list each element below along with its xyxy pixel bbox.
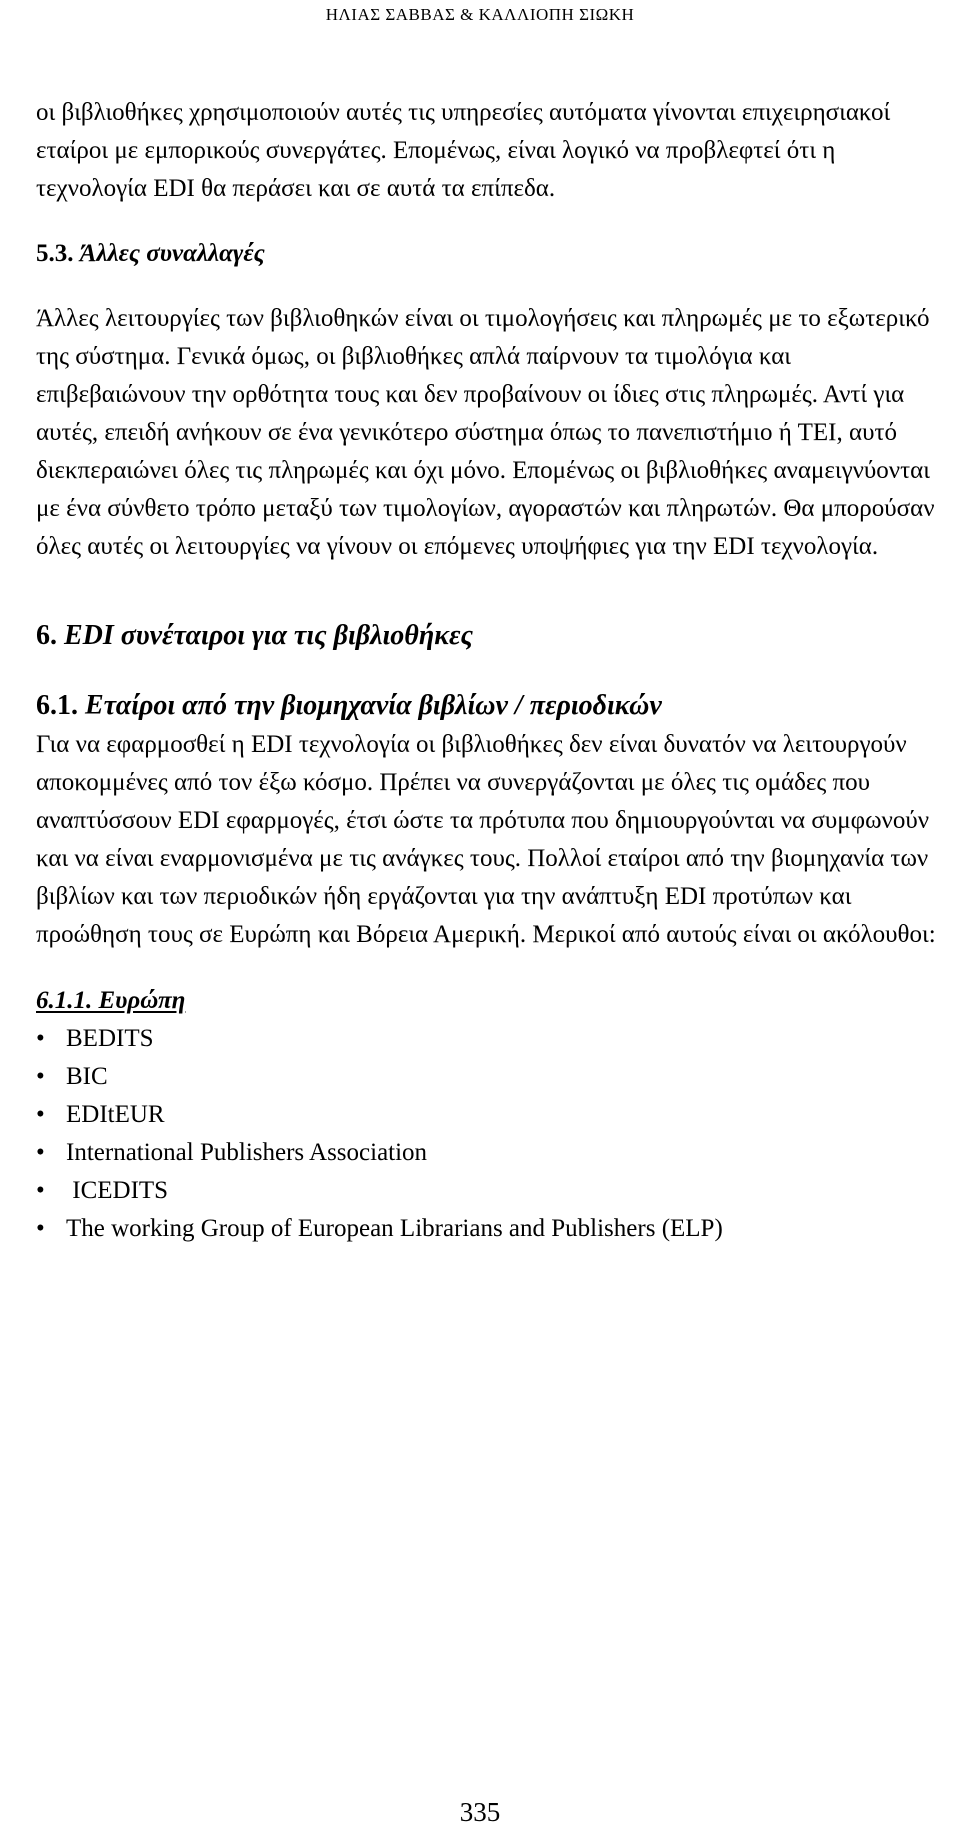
section-6-title: EDI συνέταιροι για τις βιβλιοθήκες bbox=[64, 620, 473, 651]
section-6-1-heading bbox=[36, 686, 941, 726]
section-5-3-heading bbox=[36, 235, 941, 273]
bullet-icon: • bbox=[36, 1139, 45, 1166]
section-6-1-number: 6.1. bbox=[36, 690, 78, 721]
list-item: • International Publishers Association bbox=[36, 1134, 941, 1172]
section-6-number: 6. bbox=[36, 620, 57, 651]
bullet-icon: • bbox=[36, 1101, 45, 1128]
list-item: • EDItEUR bbox=[36, 1096, 941, 1134]
bullet-icon: • bbox=[36, 1177, 45, 1204]
page-content bbox=[36, 94, 941, 1248]
page-number: 335 bbox=[459, 1797, 501, 1827]
section-5-3-title: Άλλες συναλλαγές bbox=[79, 240, 265, 267]
list-item: • The working Group of European Librarians and Publishers (ELP) bbox=[36, 1210, 941, 1248]
section-6-1-1-heading: 6.1.1. Ευρώπη bbox=[36, 987, 186, 1014]
section-5-3-number: 5.3. bbox=[36, 240, 74, 267]
list-item: • ICEDITS bbox=[36, 1172, 941, 1210]
section-6-heading bbox=[36, 616, 941, 656]
section-5-3-paragraph: Άλλες λειτουργίες των βιβλιοθηκών είναι οι τιμολογήσεις και πληρωμές με το εξωτερικό της σύστημα. Γενικά όμως, οι βιβλιοθήκες απλά παίρνουν τα τιμολόγια και επιβεβαιώνουν την ορθότητα τους και δεν προβαίνουν οι ίδιες στις πληρωμές. Αντί για αυτές, επειδή ανήκουν σε ένα γενικότερο σύστημα όπως το πανεπιστήμιο ή ΤΕΙ, αυτό διεκπεραιώνει όλες τις πληρωμές και όχι μόνο. Επομένως οι βιβλιοθήκες αναμειγνύονται με ένα σύνθετο τρόπο μεταξύ των τιμολογίων, αγοραστών και πληρωτών. Θα μπορούσαν όλες αυτές οι λειτουργίες να γίνουν οι επόμενες υποψήφιες για την EDI τεχνολογία. bbox=[36, 305, 935, 560]
section-6-1-paragraph: Για να εφαρμοσθεί η EDI τεχνολογία οι βιβλιοθήκες δεν είναι δυνατόν να λειτουργούν αποκομμένες από τον έξω κόσμο. Πρέπει να συνεργάζονται με όλες τις ομάδες που αναπτύσσουν EDI εφαρμογές, έτσι ώστε τα πρότυπα που δημιουργούνται να συμφωνούν και να είναι εναρμονισμένα με τις ανάγκες τους. Πολλοί εταίροι από την βιομηχανία των βιβλίων και των περιοδικών ήδη εργάζονται για την ανάπτυξη EDI προτύπων και προώθηση τους σε Ευρώπη και Βόρεια Αμερική. Μερικοί από αυτούς είναι οι ακόλουθοι: bbox=[36, 731, 936, 948]
running-header: ΗΛΙΑΣ ΣΑΒΒΑΣ & ΚΑΛΛΙΟΠΗ ΣΙΩΚΗ bbox=[325, 5, 635, 24]
section-6-1-title: Εταίροι από την βιομηχανία βιβλίων / περιοδικών bbox=[85, 690, 662, 721]
bullet-icon: • bbox=[36, 1215, 45, 1242]
list-item: • BIC bbox=[36, 1058, 941, 1096]
list-item: • BEDITS bbox=[36, 1020, 941, 1058]
bullet-icon: • bbox=[36, 1063, 45, 1090]
bullet-icon: • bbox=[36, 1025, 45, 1052]
europe-partners-list bbox=[36, 1020, 941, 1248]
intro-paragraph: οι βιβλιοθήκες χρησιμοποιούν αυτές τις υπηρεσίες αυτόματα γίνονται επιχειρησιακοί εταίροι με εμπορικούς συνεργάτες. Επομένως, είναι λογικό να προβλεφτεί ότι η τεχνολογία EDI θα περάσει και σε αυτά τα επίπεδα. bbox=[36, 99, 891, 202]
